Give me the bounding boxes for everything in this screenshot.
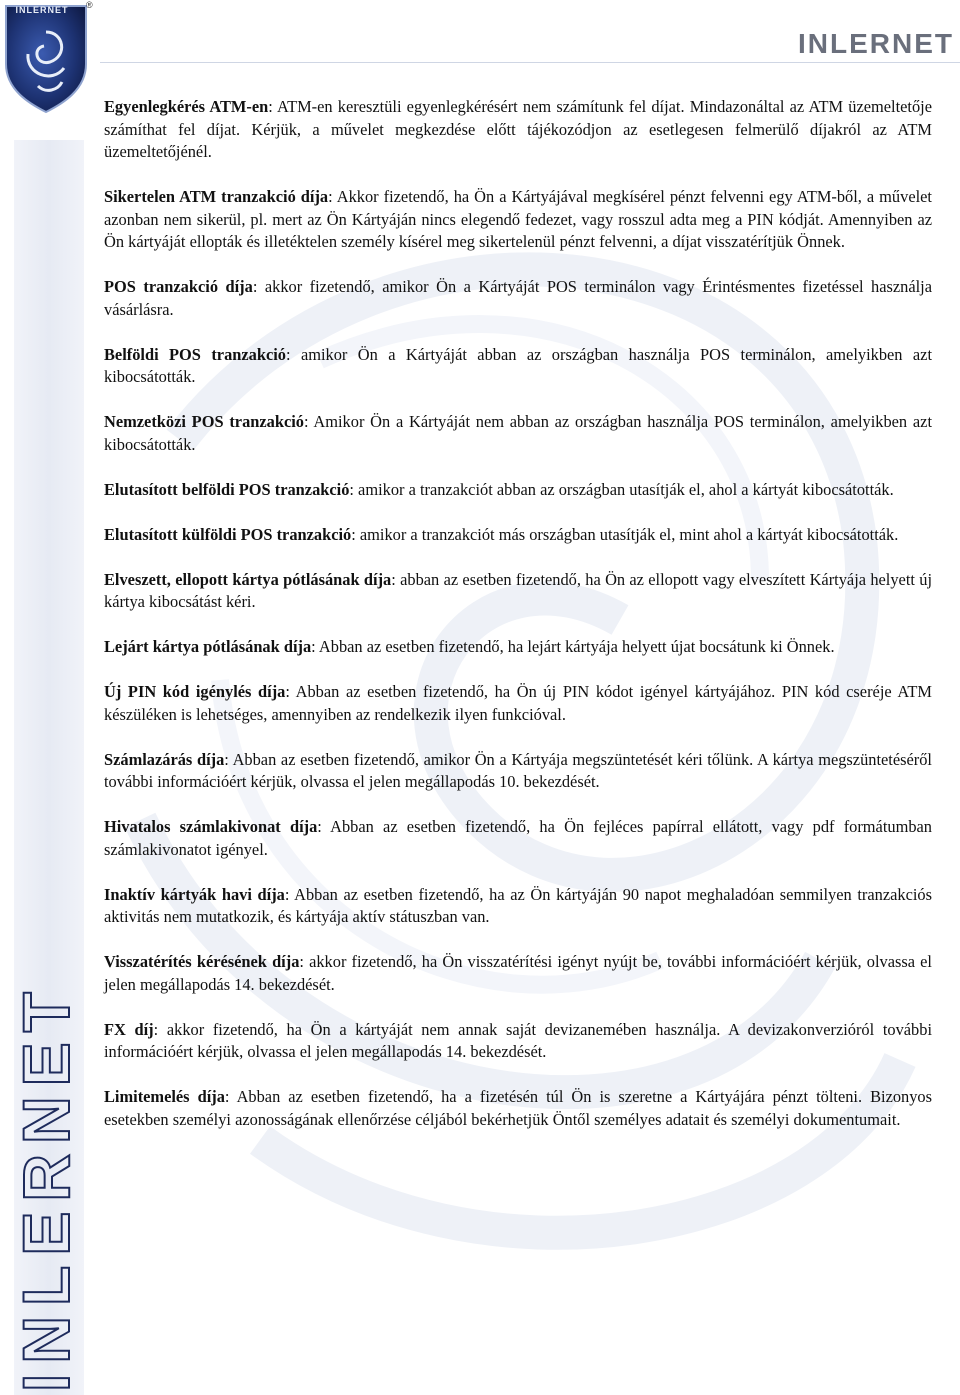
definition: : akkor fizetendő, ha Ön visszatérítési igényt nyújt be, további információért kérjük, olvassa el jelen megállapodás 14. bekezdését. bbox=[104, 952, 932, 994]
term: FX díj bbox=[104, 1019, 154, 1039]
header-wordmark: INLERNET bbox=[798, 28, 954, 59]
paragraph-failed-atm bbox=[104, 186, 932, 254]
paragraph-atm-balance bbox=[104, 96, 932, 164]
term: Limitemelés díja bbox=[104, 1087, 225, 1106]
term: Visszatérítés kérésének díja bbox=[104, 952, 300, 971]
paragraph-fx-fee bbox=[104, 1019, 932, 1064]
definition: : Abban az esetben fizetendő, amikor Ön a Kártyája megszüntetését kéri tőlünk. A kártya megszüntetéséről további információért kérjük, olvassa el jelen megállapodás 10. bekezdését. bbox=[104, 749, 932, 791]
term: Lejárt kártya pótlásának díja bbox=[104, 637, 312, 656]
paragraph-account-closure bbox=[104, 749, 932, 794]
paragraph-lost-card bbox=[104, 569, 932, 614]
document-body bbox=[104, 96, 932, 1154]
paragraph-domestic-pos bbox=[104, 344, 932, 389]
term: Sikertelen ATM tranzakció díja bbox=[104, 187, 329, 206]
term: Elutasított belföldi POS tranzakció bbox=[104, 479, 350, 499]
definition: : Abban az esetben fizetendő, ha Ön új PIN kódot igényel kártyájához. PIN kód cseréje ATM készüléken is lehetséges, amennyiben az rendelkezik ilyen funkcióval. bbox=[104, 682, 932, 724]
definition: : Abban az esetben fizetendő, ha a fizetésén túl Ön is szeretne a Kártyájára pénzt tölteni. Bizonyos esetekben személyi azonosságának ellenőrzése céljából bekérhetjük Öntől személyes adatait és személyi dokumentumait. bbox=[104, 1087, 932, 1129]
definition: : amikor a tranzakciót más országban utasítják el, mint ahol a kártyát kibocsátották. bbox=[351, 524, 899, 544]
definition: : amikor a tranzakciót abban az országban utasítják el, ahol a kártyát kibocsátották. bbox=[349, 479, 894, 499]
paragraph-expired-card bbox=[104, 636, 932, 659]
paragraph-declined-foreign bbox=[104, 524, 932, 547]
paragraph-international-pos bbox=[104, 411, 932, 456]
paragraph-refund-request bbox=[104, 951, 932, 996]
paragraph-inactive-card bbox=[104, 884, 932, 929]
emblem-logo bbox=[2, 2, 90, 114]
definition: : Amikor Ön a Kártyáját nem abban az országban használja POS terminálon, amelyikben azt kibocsátották. bbox=[104, 412, 933, 454]
definition: : akkor fizetendő, amikor Ön a Kártyáját POS terminálon vagy Érintésmentes fizetéssel használja vásárlásra. bbox=[104, 277, 932, 319]
term: Elutasított külföldi POS tranzakció bbox=[104, 524, 352, 544]
term: Számlazárás díja bbox=[104, 749, 225, 769]
term: Belföldi POS tranzakció bbox=[104, 344, 286, 364]
definition: : ATM-en keresztüli egyenlegkérésért nem számítunk fel díjat. Mindazonáltal az ATM üzemeltetője számíthat fel díjat. Kérjük, a művelet megkezdése előtt tájékozódjon az esetlegesen felmerülő díjakról az ATM üzemeltetőjénél. bbox=[104, 97, 932, 161]
definition: : Abban az esetben fizetendő, ha lejárt kártyája helyett újat bocsátunk ki Önnek. bbox=[311, 637, 835, 656]
term: Egyenlegkérés ATM-en bbox=[104, 97, 269, 116]
term: Új PIN kód igénylés díja bbox=[104, 682, 286, 701]
term: Hivatalos számlakivonat díja bbox=[104, 817, 318, 836]
paragraph-declined-domestic bbox=[104, 479, 932, 502]
definition: : Abban az esetben fizetendő, ha az Ön kártyáján 90 napot meghaladóan semmilyen tranzakciós aktivitás nem mutatkozik, és kártyája aktív státuszban van. bbox=[104, 884, 932, 926]
paragraph-new-pin bbox=[104, 681, 932, 726]
definition: : amikor Ön a Kártyáját abban az országban használja POS terminálon, amelyikben azt kibocsátották. bbox=[104, 344, 933, 386]
term: Elveszett, ellopott kártya pótlásának díja bbox=[104, 569, 392, 589]
paragraph-pos-fee bbox=[104, 276, 932, 321]
header-rule bbox=[100, 62, 960, 63]
emblem-wordmark: INLERNET bbox=[15, 5, 69, 15]
term: Nemzetközi POS tranzakció bbox=[104, 412, 304, 431]
term: POS tranzakció díja bbox=[104, 277, 253, 296]
term: Inaktív kártyák havi díja bbox=[104, 884, 285, 904]
registered-mark: ® bbox=[86, 0, 93, 10]
definition: : akkor fizetendő, ha Ön a kártyáját nem annak saját devizanemében használja. A devizakonverzióról további információért kérjük, olvassa el jelen megállapodás 14. bekezdését. bbox=[104, 1019, 933, 1061]
definition: : Akkor fizetendő, ha Ön a Kártyájával megkísérel pénzt felvenni egy ATM-ből, a művelet azonban nem sikerül, pl. mert az Ön Kártyáján nincs elegendő fedezet, vagy rosszul adta meg a PIN kódját. Amennyiben az Ön kártyáját ellopták és illetéktelen személy kísérel meg sikertelenül pénzt felvenni, a díjat visszatérítjük Önnek. bbox=[104, 187, 932, 251]
paragraph-limit-increase bbox=[104, 1086, 932, 1131]
definition: : Abban az esetben fizetendő, ha Ön fejléces papírral ellátott, vagy pdf formátumban számlakivonatot igényel. bbox=[104, 817, 932, 859]
side-wordmark: INLERNET bbox=[9, 982, 83, 1392]
definition: : abban az esetben fizetendő, ha Ön az ellopott vagy elveszített Kártyája helyett új kártya kibocsátást kéri. bbox=[104, 569, 932, 611]
paragraph-official-statement bbox=[104, 816, 932, 861]
